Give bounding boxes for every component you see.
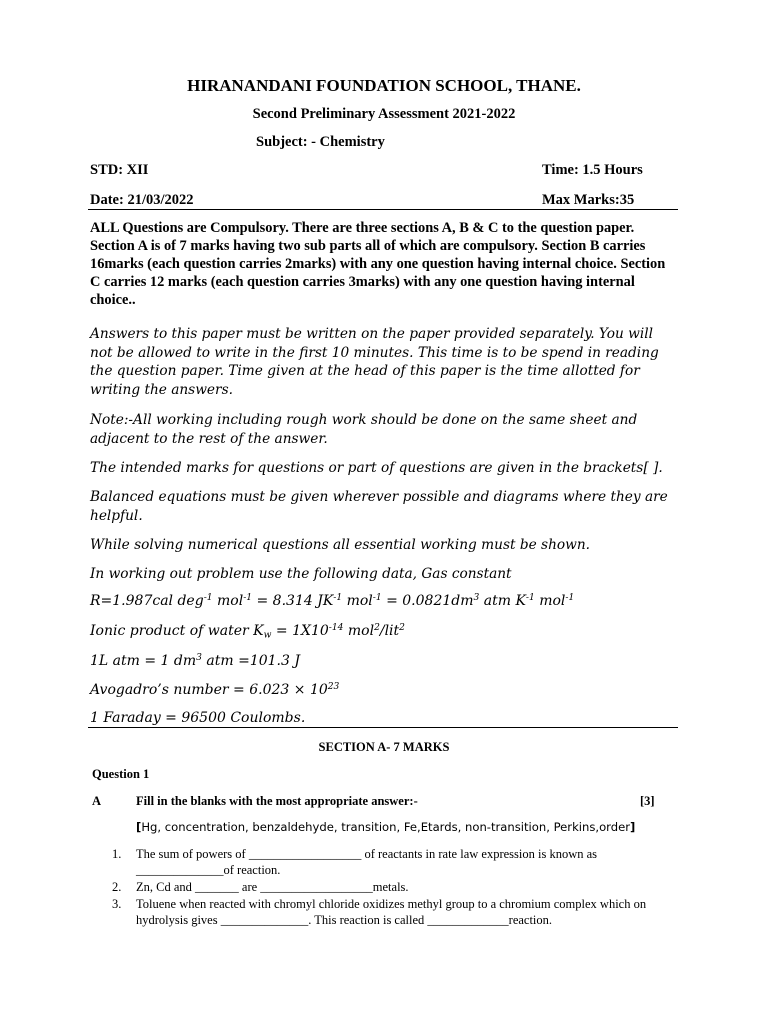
list-item: 3. Toluene when reacted with chromyl chloride oxidizes methyl group to a chromium complex which on hydrolysis gives ______________. This reaction is called _____________reaction. bbox=[112, 897, 647, 927]
answers-instruction: Answers to this paper must be written on the paper provided separately. You will not be allowed to write in the first 10 minutes. This time is to be spend in reading the question paper. Time given at the head of this paper is the time allotted for writing the answers. bbox=[90, 326, 659, 398]
atm-conversion: 1L atm = 1 $dm^3$ atm =101.3 J bbox=[90, 653, 300, 669]
fill-in-blank-list bbox=[112, 846, 682, 929]
time: Time: 1.5 Hours bbox=[542, 162, 643, 178]
faraday: 1 Faraday = 96500 Coulombs. bbox=[90, 710, 306, 726]
word-bank: [Hg, concentration, benzaldehyde, transition, Fe,Etards, non-transition, Perkins,order] bbox=[136, 820, 636, 834]
instructions-divider bbox=[88, 727, 678, 728]
question-1-label: Question 1 bbox=[92, 767, 150, 781]
gas-constant: R=1.987cal deg$^{-1}$ mol$^{-1}$ = 8.314 $JK^{-1}$ $mol^{-1} = 0.0821dm^3$ atm $K^{-1}$ mol$^{-1}$ bbox=[90, 593, 575, 609]
list-item: 1. The sum of powers of __________________ of reactants in rate law expression is known as ______________of reaction. bbox=[112, 847, 598, 877]
data-intro: In working out problem use the following data, Gas constant bbox=[90, 566, 512, 582]
max-marks: Max Marks:35 bbox=[542, 192, 635, 208]
section-a-title: SECTION A- 7 MARKS bbox=[318, 740, 450, 754]
date: Date: 21/03/2022 bbox=[90, 192, 194, 208]
part-a-instruction: Fill in the blanks with the most appropriate answer:- bbox=[136, 794, 418, 808]
header-divider bbox=[88, 209, 678, 210]
ionic-product: Ionic product of water $K_w = 1X10^{-14}$ mol$^2$/lit$^2$ bbox=[90, 623, 405, 641]
exam-title: Second Preliminary Assessment 2021-2022 bbox=[252, 106, 516, 122]
part-a-marks: [3] bbox=[640, 794, 655, 808]
balanced-instruction: Balanced equations must be given wherever possible and diagrams where they are helpful. bbox=[90, 489, 668, 524]
part-a-label: A bbox=[92, 794, 102, 808]
numerical-instruction: While solving numerical questions all essential working must be shown. bbox=[90, 537, 591, 553]
sections-instruction: ALL Questions are Compulsory. There are three sections A, B & C to the question paper. Section A is of 7 marks having two sub parts all of which are compulsory. Section B carries 16marks (each question carries 2marks) with any one question having internal choice. Section C carries 12 marks (each question carries 3marks) with any one question having internal choice.. bbox=[90, 220, 666, 308]
marks-instruction: The intended marks for questions or part of questions are given in the brackets[ ]. bbox=[90, 460, 663, 476]
avogadro-number: Avogadro’s number = $6.023 \times 10^{23}$ bbox=[90, 682, 340, 698]
subject: Subject: - Chemistry bbox=[256, 134, 385, 150]
list-item: 2. Zn, Cd and _______ are __________________metals. bbox=[112, 880, 409, 894]
std: STD: XII bbox=[90, 162, 149, 178]
school-name: HIRANANDANI FOUNDATION SCHOOL, THANE. bbox=[187, 76, 581, 95]
note-instruction: Note:-All working including rough work should be done on the same sheet and adjacent to the rest of the answer. bbox=[90, 412, 638, 447]
